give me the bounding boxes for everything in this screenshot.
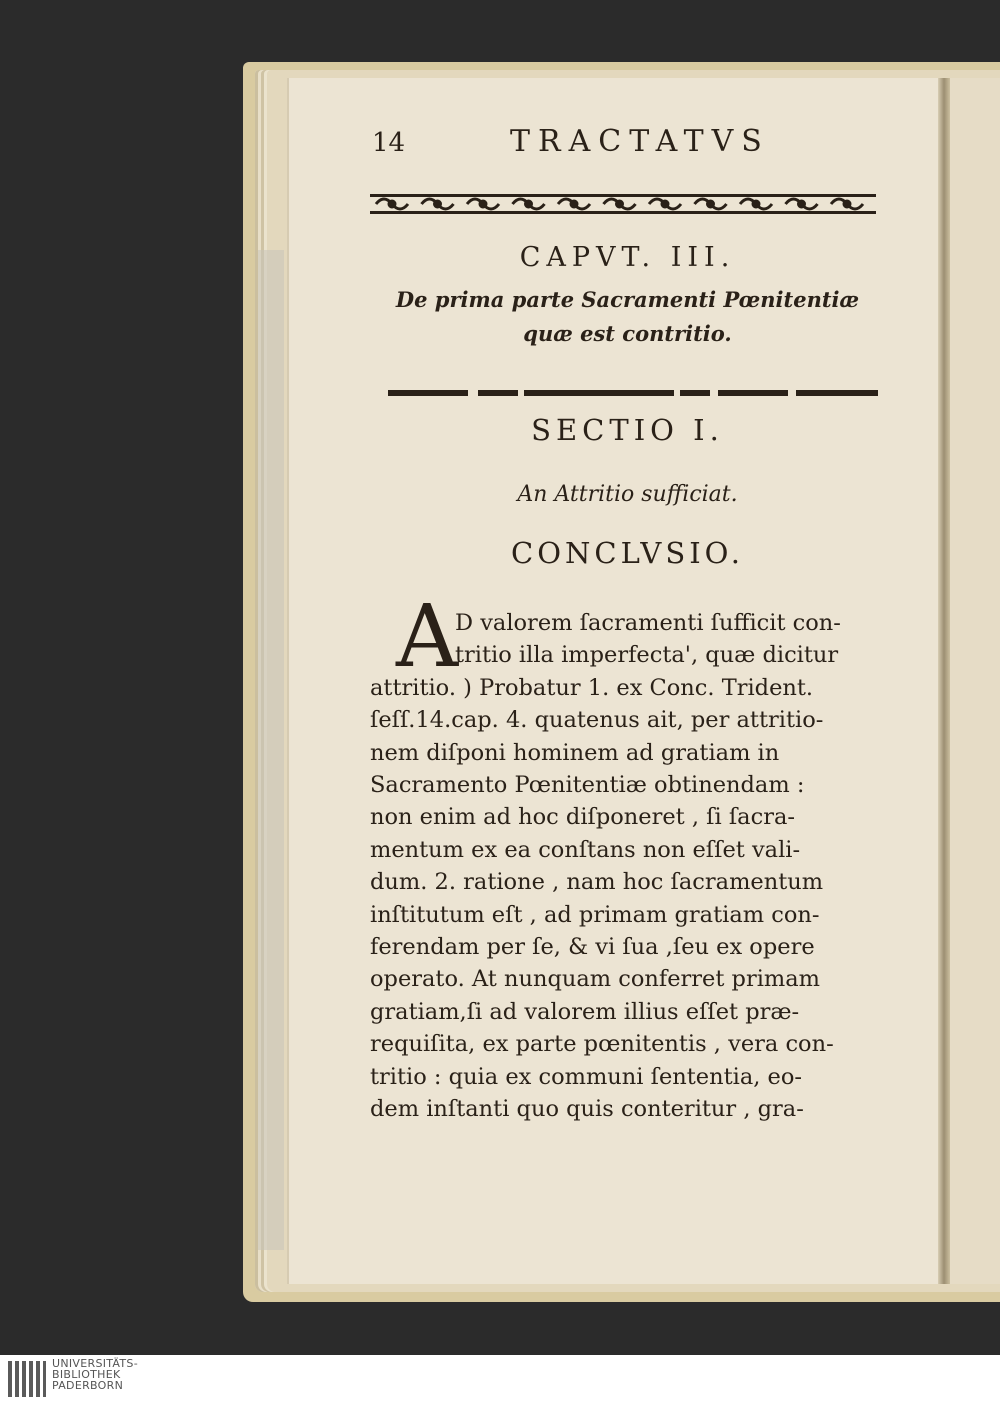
body-line: Sacramento Pœnitentiæ obtinendam : xyxy=(370,772,805,798)
body-line: attritio. ) Probatur 1. ex Conc. Trident. xyxy=(370,674,814,701)
binding-strip xyxy=(258,250,284,1250)
ornament-dot xyxy=(389,201,395,207)
facing-page-edge xyxy=(950,78,1000,1284)
chapter-subtitle-line-2: quæ est contritio. xyxy=(523,321,732,346)
ornament-dot xyxy=(480,201,486,207)
ornament-dot xyxy=(799,201,805,207)
logo-text-line-1: UNIVERSITÄTS- xyxy=(52,1357,138,1370)
drop-capital: A xyxy=(396,587,459,687)
ornament-dot xyxy=(571,201,577,207)
body-line: tritio : quia ex communi ſententia, eo- xyxy=(370,1063,803,1090)
ornament-dot xyxy=(708,201,714,207)
ornament-dot xyxy=(662,201,668,207)
body-line: requiſita, ex parte pœnitentis , vera con- xyxy=(370,1031,834,1058)
body-line: non enim ad hoc diſponeret , ſi ſacra- xyxy=(370,804,795,831)
body-line: dem inſtanti quo quis conteritur , gra- xyxy=(370,1096,804,1122)
chapter-heading: CAPVT. III. xyxy=(519,242,736,273)
section-question: An Attritio sufficiat. xyxy=(517,482,738,507)
ornament-dot xyxy=(435,201,441,207)
conclusion-heading: CONCLVSIO. xyxy=(511,536,744,570)
page-number: 14 xyxy=(372,128,406,158)
body-line: tritio illa imperfecta', quæ dicitur xyxy=(455,642,839,669)
library-logo-icon xyxy=(8,1361,46,1397)
body-line: ſeſſ.14.cap. 4. quatenus ait, per attritio- xyxy=(370,707,824,734)
ornament-dot xyxy=(753,201,759,207)
body-line: nem diſponi hominem ad gratiam in xyxy=(370,739,780,766)
ornament-dot xyxy=(844,201,850,207)
running-title: TRACTATVS xyxy=(510,124,770,159)
body-line: operato. At nunquam conferret primam xyxy=(370,966,820,993)
decorative-rule xyxy=(388,386,878,400)
library-logo-bar xyxy=(0,1355,1000,1404)
chapter-subtitle-line-1: De prima parte Sacramenti Pœnitentiæ xyxy=(395,287,860,312)
page-gutter xyxy=(938,78,950,1284)
body-line: mentum ex ea conſtans non eſſet vali- xyxy=(370,836,801,863)
body-line: D valorem ſacramenti ſufficit con- xyxy=(455,610,841,636)
section-heading: SECTIO I. xyxy=(531,413,724,447)
logo-text-line-2: BIBLIOTHEK xyxy=(52,1368,121,1381)
ornament-dot xyxy=(526,201,532,207)
body-line: dum. 2. ratione , nam hoc ſacramentum xyxy=(370,869,824,896)
ornament-dot xyxy=(617,201,623,207)
body-line: ferendam per ſe, & vi ſua ,ſeu ex opere xyxy=(370,934,815,960)
body-line: gratiam,ſi ad valorem illius eſſet præ- xyxy=(370,998,800,1025)
body-line: inſtitutum eſt , ad primam gratiam con- xyxy=(370,901,820,928)
logo-text-line-3: PADERBORN xyxy=(52,1379,124,1392)
ornament-band xyxy=(370,186,876,222)
